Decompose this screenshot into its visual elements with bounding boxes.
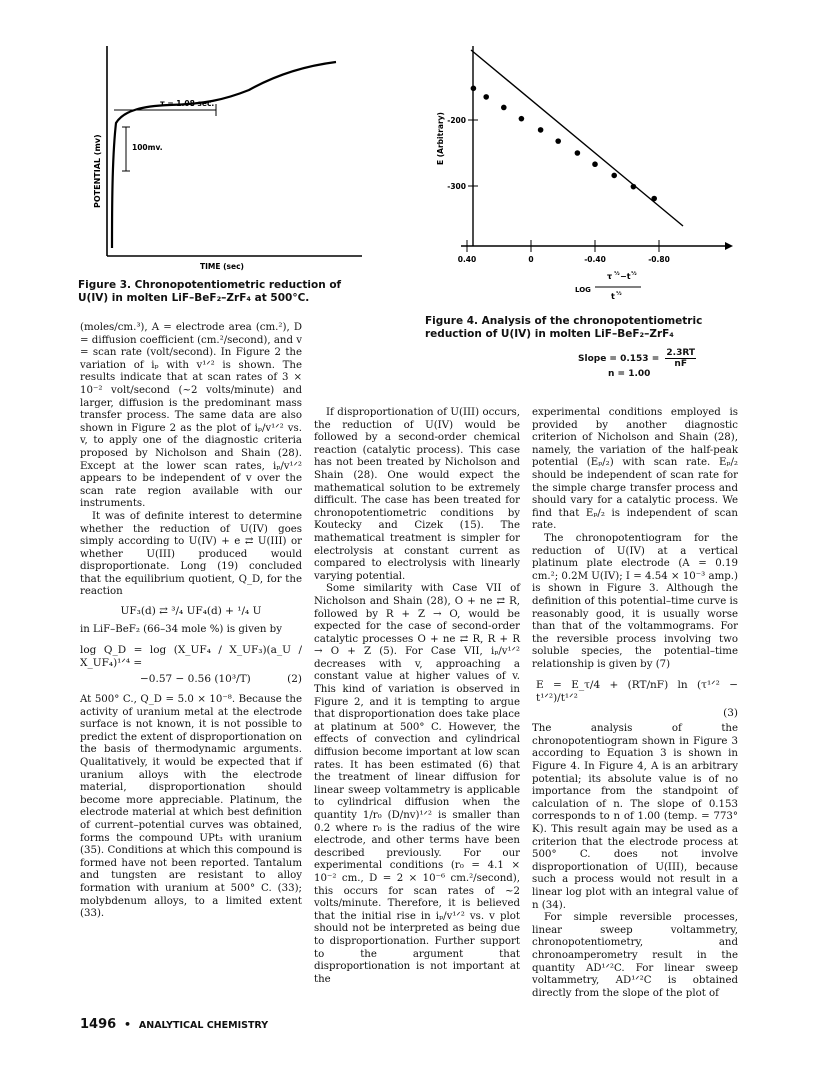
footer-bullet: • [124, 1018, 132, 1031]
fig4-data-point [538, 127, 544, 133]
fig4-fit-line [471, 50, 683, 226]
figure-4-plot [425, 40, 735, 310]
fig3-curve [112, 62, 336, 248]
col3-para-1: experimental conditions employed is provided by another diagnostic criterion of Nicholson and Shain (28), namely, the variation of the half-peak potential (Eₚ/₂) with scan rate. Eₚ/₂ should be independent of scan rate for the simple charge transfer process and should vary for a catalytic process. We find that Eₚ/₂ is independent of scan rate. [532, 407, 738, 532]
column-2 [314, 407, 520, 986]
page-number: 1496 [80, 1017, 117, 1032]
col3-para-3: The analysis of the chronopotentiogram shown in Figure 3 according to Equation 3 is shown in Figure 4. In Figure 4, A is an arbitrary potential; its absolute value is of no importance from the standpoint of calculation of n. The slope of 0.153 corresponds to n of 1.00 (temp. = 773° K). This result again may be used as a criterion that the electrode process at 500° C. does not involve disproportionation of U(III), because such a process would not result in a linear log plot with an integral value of n (34). [532, 723, 738, 911]
fig3-scale-label: 100mv. [132, 143, 163, 152]
fig3-caption-text: Chronopotentiometric reduction of U(IV) in molten LiF–BeF₂–ZrF₄ at 500°C. [78, 279, 342, 304]
svg-text:−t: −t [620, 272, 631, 281]
col1-eq-2b: −0.57 − 0.56 (10³/T) [140, 673, 251, 686]
col1-eq-1: UF₃(d) ⇄ ³/₄ UF₄(d) + ¹/₄ U [120, 605, 262, 618]
fig4-data-point [483, 94, 489, 100]
fig4-slope-num: 2.3RT [666, 348, 695, 358]
fig4-data-point [501, 105, 507, 111]
svg-text:t: t [611, 292, 615, 301]
fig4-slope-den: nF [674, 359, 687, 369]
fig4-data-point [611, 173, 617, 179]
fig4-xtick-label: 0 [528, 255, 534, 264]
fig4-xtick-label: -0.80 [648, 255, 670, 264]
fig4-caption-text: Analysis of the chronopotentiometric reduction of U(IV) in molten LiF–BeF₂–ZrF₄ [425, 315, 703, 340]
fig4-caption-title: Figure 4. [425, 315, 479, 327]
fig4-xtick-label: 0.40 [457, 255, 477, 264]
col1-para-3: in LiF–BeF₂ (66–34 mole %) is given by [80, 623, 282, 635]
fig4-n-line: n = 1.00 [608, 369, 651, 379]
fig4-slope-line: Slope = 0.153 = [578, 354, 660, 364]
page-footer [80, 1017, 268, 1032]
fig4-data-point [592, 161, 598, 167]
col3-eq-3-number: (3) [723, 706, 738, 719]
fig4-ylabel: E (Arbitrary) [436, 112, 445, 165]
fig4-ticks [447, 116, 670, 264]
column-3 [532, 407, 738, 1000]
fig3-tau-label: τ = 1.08 sec. [160, 99, 215, 108]
column-1 [80, 322, 302, 921]
col3-eq-3: E = E_τ/4 + (RT/nF) ln (τ¹ᐟ² − t¹ᐟ²)/t¹ᐟ² [536, 679, 738, 705]
fig4-data-point [471, 86, 477, 92]
fig4-ytick-label: -300 [447, 182, 466, 191]
figure-4-caption [425, 315, 737, 341]
svg-text:½: ½ [614, 271, 620, 277]
figure-4 [425, 40, 735, 310]
figure-3 [74, 38, 364, 278]
col2-para-1: If disproportionation of U(III) occurs, the reduction of U(IV) would be followed by a second-order chemical reaction (catalytic process). This case has not been treated by Nicholson and Shain (28). One would expect the mathematical solution to be extremely difficult. The case has been treated for chronopotentiometric conditions by Koutecky and Cizek (15). The mathematical treatment is simpler for electrolysis at constant current as compared to electrolysis with linearly varying potential. [314, 407, 520, 582]
svg-text:½: ½ [616, 291, 622, 297]
svg-text:τ: τ [607, 272, 613, 281]
fig4-xaxis-label: LOG [575, 286, 591, 294]
col1-eq-2a: log Q_D = log (X_UF₄ / X_UF₃)(a_U / X_UF₄)¹ᐟ⁴ = [80, 644, 302, 669]
fig4-data-point [555, 138, 561, 144]
fig4-slope-block [578, 348, 696, 379]
col3-para-4: For simple reversible processes, linear sweep voltammetry, chronopotentiometry, and chronoamperometry result in the quantity AD¹ᐟ²C. For linear sweep voltammetry, AD¹ᐟ²C is obtained directly from the slope of the plot of [532, 912, 738, 999]
fig4-data-point [519, 116, 525, 122]
col3-para-2: The chronopotentiogram for the reduction of U(IV) at a vertical platinum plate electrode (A = 0.19 cm.²; 0.2M U(IV); I = 4.54 × 10⁻³ amp.) is shown in Figure 3. Although the definition of this potential–time curve is reasonably good, it is usually worse than that of the voltammograms. For the reversible process involving two soluble species, the potential–time relationship is given by (7) [532, 532, 739, 670]
figure-3-caption [78, 279, 368, 305]
col1-para-1: (moles/cm.³), A = electrode area (cm.²), D = diffusion coefficient (cm.²/second), and v = scan rate (volt/second). In Figure 2 the variation of iₚ with v¹ᐟ² is shown. The results indicate that at scan rates of 3 × 10⁻² volt/second (~2 volts/minute) and larger, diffusion is the predominant mass transfer process. The same data are also shown in Figure 2 as the plot of iₚ/v¹ᐟ² vs. v, to apply one of the diagnostic criteria proposed by Nicholson and Shain (28). Except at the lower scan rates, iₚ/v¹ᐟ² appears to be independent of v over the scan rate region available with our instruments. [80, 322, 302, 510]
fig4-points [471, 86, 657, 202]
fig4-xtick-label: -0.40 [584, 255, 606, 264]
fig4-ytick-label: -200 [447, 116, 466, 125]
col2-para-2: Some similarity with Case VII of Nicholson and Shain (28), O + ne ⇄ R, followed by R + Z → O, would be expected for the case of second-order catalytic processes O + ne ⇄ R, R + R → O + Z (5). For Case VII, iₚ/v¹ᐟ² decreases with v, approaching a constant value at higher values of v. This kind of variation is observed in Figure 2, and it is tempting to argue that disproportionation does take place at platinum at 500° C. However, the effects of convection and cylindrical diffusion become important at low scan rates. It has been estimated (6) that the treatment of linear diffusion for linear sweep voltammetry is applicable to cylindrical diffusion when the quantity 1/r₀ (D/nv)¹ᐟ² is smaller than 0.2 where r₀ is the radius of the wire electrode, and other terms have been described previously. For our experimental conditions (r₀ = 4.1 × 10⁻² cm., D = 2 × 10⁻⁶ cm.²/second), this occurs for scan rates of ~2 volts/minute. Therefore, it is believed that the initial rise in iₚ/v¹ᐟ² vs. v plot should not be interpreted as being due to disproportionation. Further support to the argument that disproportionation is not important at the [314, 583, 520, 985]
fig4-data-point [631, 184, 637, 190]
fig3-xlabel: TIME (sec) [200, 262, 244, 271]
journal-name: ANALYTICAL CHEMISTRY [138, 1020, 269, 1031]
figure-3-plot [74, 38, 364, 278]
fig4-data-point [651, 196, 657, 202]
fig3-caption-title: Figure 3. [78, 279, 132, 291]
fig3-ylabel: POTENTIAL (mv) [93, 134, 102, 208]
svg-text:½: ½ [631, 271, 637, 277]
fig4-data-point [575, 150, 581, 156]
col1-eq-2-number: (2) [287, 673, 302, 686]
fig4-log-fraction [595, 270, 641, 301]
col1-para-4: At 500° C., Q_D = 5.0 × 10⁻⁸. Because the activity of uranium metal at the electrode surface is not known, it is not possible to predict the extent of disproportionation on the basis of thermodynamic arguments. Qualitatively, it would be expected that if uranium alloys with the electrode material, disproportionation should become more appreciable. Platinum, the electrode material at which best definition of current–potential curves was obtained, forms the compound UPt₃ with uranium (35). Conditions at which this compound is formed have not been reported. Tantalum and tungsten are resistant to alloy formation with uranium at 500° C. (33); molybdenum alloys, to a limited extent (33). [80, 694, 302, 920]
col1-para-2: It was of definite interest to determine whether the reduction of U(IV) goes simply according to U(IV) + e ⇄ U(III) or whether U(III) produced would disproportionate. Long (19) concluded that the equilibrium quotient, Q_D, for the reaction [80, 510, 302, 598]
